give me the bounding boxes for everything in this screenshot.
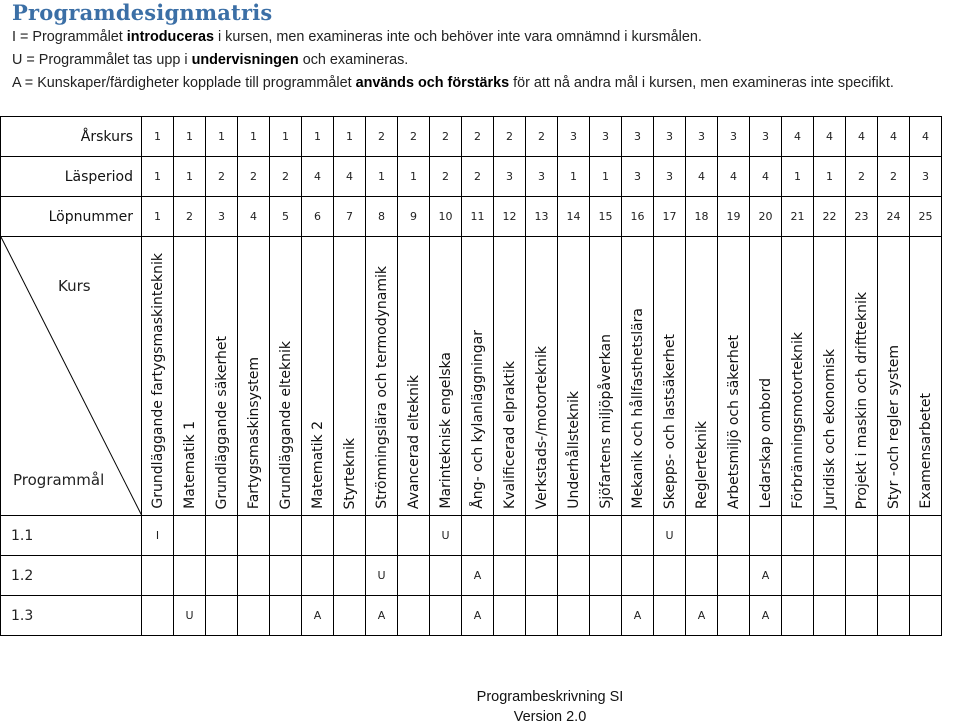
matrix-cell: A — [686, 596, 718, 636]
course-name: Examensarbetet — [917, 393, 934, 509]
footer-doc-title: Programbeskrivning SI — [476, 689, 624, 705]
course-name: Matematik 1 — [181, 421, 198, 509]
course-name: Skepps- och lastsäkerhet — [661, 333, 678, 509]
header-row-label: Årskurs — [1, 117, 142, 157]
course-name: Grundläggande elteknik — [277, 340, 294, 509]
matrix-cell: A — [462, 596, 494, 636]
matrix-cell — [398, 556, 430, 596]
header-cell: 1 — [238, 117, 270, 157]
matrix-cell — [814, 516, 846, 556]
course-column-header — [302, 237, 334, 516]
header-cell: 4 — [238, 197, 270, 237]
course-column-header — [558, 237, 590, 516]
matrix-cell — [430, 556, 462, 596]
matrix-cell: A — [302, 596, 334, 636]
matrix-cell — [526, 516, 558, 556]
course-column-header — [462, 237, 494, 516]
header-cell: 4 — [782, 117, 814, 157]
header-cell: 3 — [654, 117, 686, 157]
matrix-cell: A — [750, 556, 782, 596]
matrix-cell — [238, 556, 270, 596]
header-cell: 15 — [590, 197, 622, 237]
matrix-cell — [878, 516, 910, 556]
header-cell: 23 — [846, 197, 878, 237]
matrix-cell — [718, 596, 750, 636]
course-name: Styrteknik — [341, 437, 358, 509]
matrix-cell — [206, 596, 238, 636]
matrix-cell — [334, 556, 366, 596]
header-cell: 3 — [750, 117, 782, 157]
header-cell: 4 — [846, 117, 878, 157]
course-column-header — [142, 237, 174, 516]
header-cell: 19 — [718, 197, 750, 237]
legend-text: A = Kunskaper/färdigheter kopplade till programmålet — [12, 75, 356, 91]
header-cell: 1 — [814, 157, 846, 197]
matrix-cell — [590, 596, 622, 636]
header-cell: 22 — [814, 197, 846, 237]
header-cell: 4 — [302, 157, 334, 197]
header-cell: 1 — [558, 157, 590, 197]
header-cell: 24 — [878, 197, 910, 237]
matrix-cell — [686, 556, 718, 596]
header-cell: 18 — [686, 197, 718, 237]
matrix-cell — [398, 516, 430, 556]
matrix-cell: A — [462, 556, 494, 596]
legend-text: och examineras. — [298, 52, 409, 68]
program-goal-row — [1, 596, 942, 636]
header-cell: 21 — [782, 197, 814, 237]
header-cell: 2 — [462, 157, 494, 197]
header-cell: 2 — [526, 117, 558, 157]
matrix-cell — [814, 556, 846, 596]
header-cell: 2 — [878, 157, 910, 197]
header-cell: 4 — [334, 157, 366, 197]
matrix-cell — [590, 556, 622, 596]
header-cell: 3 — [718, 117, 750, 157]
course-column-header — [366, 237, 398, 516]
course-column-header — [174, 237, 206, 516]
matrix-cell — [558, 556, 590, 596]
header-cell: 2 — [206, 157, 238, 197]
matrix-cell — [558, 596, 590, 636]
header-cell: 3 — [622, 157, 654, 197]
page-title: Programdesignmatris — [12, 0, 273, 25]
course-name: Avancerad elteknik — [405, 374, 422, 509]
header-cell: 1 — [174, 117, 206, 157]
header-cell: 8 — [366, 197, 398, 237]
matrix-cell — [302, 516, 334, 556]
header-cell: 1 — [782, 157, 814, 197]
matrix-cell — [910, 556, 942, 596]
header-cell: 1 — [142, 117, 174, 157]
program-goal-label: 1.1 — [1, 516, 142, 556]
header-cell: 3 — [558, 117, 590, 157]
header-cell: 4 — [686, 157, 718, 197]
header-cell: 3 — [622, 117, 654, 157]
header-cell: 1 — [270, 117, 302, 157]
course-column-header — [814, 237, 846, 516]
program-goal-label: 1.2 — [1, 556, 142, 596]
header-cell: 2 — [462, 117, 494, 157]
header-cell: 2 — [494, 117, 526, 157]
header-cell: 1 — [398, 157, 430, 197]
header-cell: 3 — [526, 157, 558, 197]
matrix-cell — [334, 596, 366, 636]
matrix-cell — [270, 596, 302, 636]
course-name: Förbränningsmotorteknik — [789, 332, 806, 509]
course-name: Fartygsmaskinsystem — [245, 356, 262, 509]
course-name: Grundläggande säkerhet — [213, 335, 230, 509]
header-cell: 3 — [910, 157, 942, 197]
legend-text: U = Programmålet tas upp i — [12, 52, 192, 68]
course-column-header — [910, 237, 942, 516]
header-cell: 3 — [654, 157, 686, 197]
legend-line-introduceras — [12, 29, 702, 45]
course-name: Sjöfartens miljöpåverkan — [597, 334, 614, 509]
header-cell: 4 — [910, 117, 942, 157]
header-cell: 1 — [302, 117, 334, 157]
header-cell: 5 — [270, 197, 302, 237]
matrix-cell — [654, 596, 686, 636]
matrix-cell — [910, 596, 942, 636]
matrix-cell — [910, 516, 942, 556]
header-cell: 2 — [270, 157, 302, 197]
legend-keyword: introduceras — [126, 29, 214, 45]
course-name: Matematik 2 — [309, 421, 326, 509]
course-name: Styr -och regler system — [885, 344, 902, 509]
matrix-cell — [142, 596, 174, 636]
header-row — [1, 157, 942, 197]
legend-keyword: undervisningen — [191, 52, 299, 68]
matrix-cell — [878, 556, 910, 596]
header-cell: 2 — [238, 157, 270, 197]
header-cell: 2 — [846, 157, 878, 197]
course-column-header — [334, 237, 366, 516]
course-name: Ledarskap ombord — [757, 378, 774, 509]
legend-text: i kursen, men examineras inte och behöver inte vara omnämnd i kursmålen. — [213, 29, 702, 45]
program-goal-row — [1, 556, 942, 596]
footer-version: Version 2.0 — [513, 709, 587, 725]
header-row — [1, 117, 942, 157]
matrix-cell — [366, 516, 398, 556]
course-column-header — [750, 237, 782, 516]
program-goal-row — [1, 516, 942, 556]
matrix-cell — [622, 556, 654, 596]
header-cell: 4 — [750, 157, 782, 197]
matrix-cell — [878, 596, 910, 636]
matrix-cell — [270, 556, 302, 596]
matrix-cell: U — [174, 596, 206, 636]
header-row — [1, 197, 942, 237]
course-name: Reglerteknik — [693, 421, 710, 509]
course-column-header — [590, 237, 622, 516]
header-cell: 2 — [174, 197, 206, 237]
matrix-cell — [430, 596, 462, 636]
program-goal-label: 1.3 — [1, 596, 142, 636]
course-name: Mekanik och hållfasthetslära — [629, 308, 646, 509]
header-cell: 3 — [206, 197, 238, 237]
course-column-header — [622, 237, 654, 516]
course-row — [1, 237, 942, 516]
header-cell: 6 — [302, 197, 334, 237]
matrix-cell — [846, 556, 878, 596]
header-cell: 1 — [206, 117, 238, 157]
header-row-label: Löpnummer — [1, 197, 142, 237]
header-cell: 1 — [142, 157, 174, 197]
course-name: Underhållsteknik — [565, 391, 582, 509]
matrix-cell: U — [366, 556, 398, 596]
course-name: Kvalificerad elpraktik — [501, 361, 518, 509]
matrix-cell — [206, 516, 238, 556]
header-cell: 17 — [654, 197, 686, 237]
header-cell: 7 — [334, 197, 366, 237]
matrix-cell: U — [654, 516, 686, 556]
matrix-cell — [494, 516, 526, 556]
course-column-header — [398, 237, 430, 516]
matrix-cell — [654, 556, 686, 596]
matrix-cell — [334, 516, 366, 556]
matrix-cell — [814, 596, 846, 636]
header-cell: 1 — [366, 157, 398, 197]
course-name: Strömningslära och termodynamik — [373, 266, 390, 509]
matrix-cell: A — [622, 596, 654, 636]
matrix-cell: U — [430, 516, 462, 556]
course-column-header — [238, 237, 270, 516]
matrix-cell — [142, 556, 174, 596]
matrix-cell — [526, 556, 558, 596]
course-name: Arbetsmiljö och säkerhet — [725, 334, 742, 509]
header-cell: 1 — [174, 157, 206, 197]
course-column-header — [270, 237, 302, 516]
header-cell: 3 — [590, 117, 622, 157]
matrix-cell — [494, 596, 526, 636]
header-cell: 2 — [366, 117, 398, 157]
matrix-cell — [718, 516, 750, 556]
matrix-cell — [206, 556, 238, 596]
course-name: Marinteknisk engelska — [437, 352, 454, 509]
matrix-cell — [718, 556, 750, 596]
matrix-cell — [174, 516, 206, 556]
matrix-cell — [782, 516, 814, 556]
header-cell: 1 — [142, 197, 174, 237]
course-column-header — [846, 237, 878, 516]
course-name: Grundläggande fartygsmaskinteknik — [149, 253, 166, 509]
header-cell: 9 — [398, 197, 430, 237]
header-cell: 4 — [814, 117, 846, 157]
matrix-cell — [782, 556, 814, 596]
matrix-cell: A — [366, 596, 398, 636]
header-cell: 2 — [430, 117, 462, 157]
matrix-cell — [846, 516, 878, 556]
matrix-cell — [590, 516, 622, 556]
header-cell: 4 — [718, 157, 750, 197]
course-name: Juridisk och ekonomisk — [821, 348, 838, 509]
header-cell: 2 — [398, 117, 430, 157]
course-column-header — [430, 237, 462, 516]
course-name: Ång- och kylanläggningar — [469, 330, 486, 509]
matrix-cell — [782, 596, 814, 636]
course-column-header — [654, 237, 686, 516]
course-name: Projekt i maskin och driftteknik — [853, 291, 870, 509]
matrix-cell — [750, 516, 782, 556]
header-cell: 3 — [686, 117, 718, 157]
matrix-cell — [686, 516, 718, 556]
header-cell: 12 — [494, 197, 526, 237]
legend-text: för att nå andra mål i kursen, men examineras inte specifikt. — [509, 75, 894, 91]
matrix-cell — [558, 516, 590, 556]
header-cell: 25 — [910, 197, 942, 237]
matrix-cell — [494, 556, 526, 596]
matrix-cell — [846, 596, 878, 636]
course-column-header — [686, 237, 718, 516]
matrix-cell — [174, 556, 206, 596]
legend-text: I = Programmålet — [12, 29, 127, 45]
matrix-cell — [622, 516, 654, 556]
matrix-cell — [398, 596, 430, 636]
header-cell: 14 — [558, 197, 590, 237]
course-column-header — [782, 237, 814, 516]
header-cell: 1 — [334, 117, 366, 157]
legend-line-undervisning — [12, 52, 408, 68]
legend-keyword: används och förstärks — [355, 75, 510, 91]
matrix-cell — [302, 556, 334, 596]
matrix-cell — [462, 516, 494, 556]
course-column-header — [494, 237, 526, 516]
corner-label-kurs: Kurs — [58, 277, 91, 295]
header-row-label: Läsperiod — [1, 157, 142, 197]
course-column-header — [878, 237, 910, 516]
header-cell: 10 — [430, 197, 462, 237]
course-name: Verkstads-/motorteknik — [533, 345, 550, 509]
matrix-cell: I — [142, 516, 174, 556]
course-column-header — [526, 237, 558, 516]
matrix-cell — [270, 516, 302, 556]
course-column-header — [718, 237, 750, 516]
header-cell: 3 — [494, 157, 526, 197]
header-cell: 11 — [462, 197, 494, 237]
corner-label-programmal: Programmål — [13, 471, 105, 489]
course-column-header — [206, 237, 238, 516]
header-cell: 13 — [526, 197, 558, 237]
matrix-cell — [526, 596, 558, 636]
header-cell: 4 — [878, 117, 910, 157]
program-design-matrix — [0, 116, 942, 636]
matrix-cell — [238, 596, 270, 636]
header-cell: 20 — [750, 197, 782, 237]
matrix-cell — [238, 516, 270, 556]
matrix-cell: A — [750, 596, 782, 636]
corner-cell — [1, 237, 142, 516]
legend-line-anvands — [12, 75, 894, 91]
header-cell: 1 — [590, 157, 622, 197]
header-cell: 16 — [622, 197, 654, 237]
header-cell: 2 — [430, 157, 462, 197]
